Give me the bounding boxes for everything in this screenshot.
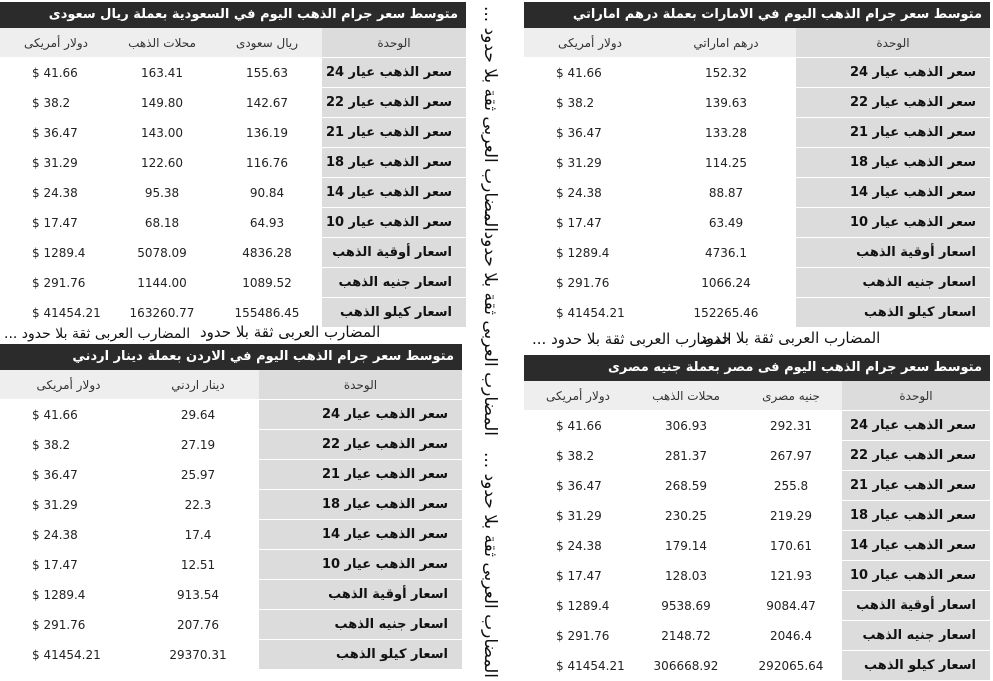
uae-usd-cell: $ 31.29 xyxy=(524,148,656,178)
saudi-price-cell: 155.63 xyxy=(212,58,322,88)
jordan-usd-cell: $ 24.38 xyxy=(0,520,137,550)
watermark-right-1: المضارب العربى ثقة بلا حدود xyxy=(700,329,881,347)
uae-usd-cell: $ 24.38 xyxy=(524,178,656,208)
saudi-unit-cell: سعر الذهب عيار 22 xyxy=(322,88,466,118)
uae-table-row xyxy=(524,118,990,148)
uae-price-cell: 152265.46 xyxy=(656,298,796,328)
jordan-usd-cell: $ 17.47 xyxy=(0,550,137,580)
uae-unit-cell: اسعار كيلو الذهب xyxy=(796,298,990,328)
uae-panel-title: متوسط سعر جرام الذهب اليوم في الامارات بعملة درهم اماراتي xyxy=(524,2,990,28)
uae-price-cell: 133.28 xyxy=(656,118,796,148)
jordan-usd-cell: $ 36.47 xyxy=(0,460,137,490)
saudi-price-cell: 64.93 xyxy=(212,208,322,238)
jordan-unit-cell: سعر الذهب عيار 21 xyxy=(259,460,462,490)
uae-usd-cell: $ 38.2 xyxy=(524,88,656,118)
jordan-table-row xyxy=(0,460,462,490)
uae-price-cell: 63.49 xyxy=(656,208,796,238)
jordan-usd-cell: $ 41.66 xyxy=(0,400,137,430)
egypt-usd-cell: $ 17.47 xyxy=(524,561,632,591)
jordan-table-row xyxy=(0,550,462,580)
uae-column-header: دولار أمريكى xyxy=(524,28,656,58)
saudi-unit-cell: سعر الذهب عيار 24 xyxy=(322,58,466,88)
uae-usd-cell: $ 41454.21 xyxy=(524,298,656,328)
egypt-price-cell: 268.59 xyxy=(632,471,740,501)
egypt-price-cell: 255.8 xyxy=(740,471,842,501)
uae-header-row xyxy=(524,28,990,58)
saudi-gold-panel xyxy=(0,2,466,328)
jordan-unit-cell: سعر الذهب عيار 18 xyxy=(259,490,462,520)
watermark-vertical-mid: المضارب العربى ثقة بلا حدود ... xyxy=(480,210,500,437)
jordan-unit-cell: سعر الذهب عيار 22 xyxy=(259,430,462,460)
jordan-price-cell: 17.4 xyxy=(137,520,259,550)
egypt-unit-cell: سعر الذهب عيار 14 xyxy=(842,531,990,561)
watermark-vertical-top: المضارب العربى ثقة بلا حدود ... xyxy=(480,6,500,233)
jordan-table-row xyxy=(0,430,462,460)
saudi-usd-cell: $ 31.29 xyxy=(0,148,112,178)
jordan-price-cell: 207.76 xyxy=(137,610,259,640)
saudi-table-row xyxy=(0,58,466,88)
jordan-usd-cell: $ 291.76 xyxy=(0,610,137,640)
saudi-unit-cell: سعر الذهب عيار 10 xyxy=(322,208,466,238)
uae-table-row xyxy=(524,88,990,118)
saudi-price-cell: 163.41 xyxy=(112,58,212,88)
jordan-table-row xyxy=(0,610,462,640)
egypt-column-header: محلات الذهب xyxy=(632,381,740,411)
uae-table-row xyxy=(524,268,990,298)
jordan-gold-panel xyxy=(0,344,462,670)
egypt-price-cell: 267.97 xyxy=(740,441,842,471)
egypt-price-cell: 170.61 xyxy=(740,531,842,561)
jordan-column-header: دولار أمريكى xyxy=(0,370,137,400)
saudi-usd-cell: $ 1289.4 xyxy=(0,238,112,268)
uae-price-cell: 139.63 xyxy=(656,88,796,118)
uae-usd-cell: $ 1289.4 xyxy=(524,238,656,268)
uae-column-header: الوحدة xyxy=(796,28,990,58)
egypt-column-header: جنيه مصرى xyxy=(740,381,842,411)
egypt-table-row xyxy=(524,471,990,501)
uae-unit-cell: سعر الذهب عيار 21 xyxy=(796,118,990,148)
watermark-middle-left: المضارب العربى ثقة بلا حدود xyxy=(200,323,381,341)
egypt-usd-cell: $ 24.38 xyxy=(524,531,632,561)
jordan-table-row xyxy=(0,520,462,550)
egypt-unit-cell: سعر الذهب عيار 10 xyxy=(842,561,990,591)
uae-unit-cell: سعر الذهب عيار 22 xyxy=(796,88,990,118)
jordan-usd-cell: $ 41454.21 xyxy=(0,640,137,670)
uae-unit-cell: اسعار أوقية الذهب xyxy=(796,238,990,268)
jordan-column-header: دينار اردني xyxy=(137,370,259,400)
egypt-unit-cell: سعر الذهب عيار 18 xyxy=(842,501,990,531)
watermark-top-left: المضارب العربى ثقة بلا حدود ... xyxy=(4,326,191,342)
saudi-usd-cell: $ 17.47 xyxy=(0,208,112,238)
jordan-unit-cell: اسعار جنيه الذهب xyxy=(259,610,462,640)
jordan-price-cell: 22.3 xyxy=(137,490,259,520)
egypt-table-row xyxy=(524,651,990,681)
egypt-unit-cell: سعر الذهب عيار 21 xyxy=(842,471,990,501)
saudi-column-header: ريال سعودى xyxy=(212,28,322,58)
uae-price-cell: 4736.1 xyxy=(656,238,796,268)
saudi-usd-cell: $ 24.38 xyxy=(0,178,112,208)
uae-usd-cell: $ 17.47 xyxy=(524,208,656,238)
egypt-price-cell: 2046.4 xyxy=(740,621,842,651)
saudi-unit-cell: اسعار كيلو الذهب xyxy=(322,298,466,328)
egypt-gold-panel xyxy=(524,355,990,681)
egypt-unit-cell: اسعار كيلو الذهب xyxy=(842,651,990,681)
saudi-price-cell: 68.18 xyxy=(112,208,212,238)
saudi-table-row xyxy=(0,238,466,268)
egypt-usd-cell: $ 31.29 xyxy=(524,501,632,531)
jordan-price-cell: 29370.31 xyxy=(137,640,259,670)
uae-table-row xyxy=(524,238,990,268)
uae-usd-cell: $ 41.66 xyxy=(524,58,656,88)
saudi-price-cell: 143.00 xyxy=(112,118,212,148)
jordan-panel-title: متوسط سعر جرام الذهب اليوم في الاردن بعملة دينار اردني xyxy=(0,344,462,370)
saudi-unit-cell: سعر الذهب عيار 14 xyxy=(322,178,466,208)
watermark-right-2: المضارب العربى ثقة بلا حدود ... xyxy=(532,330,732,348)
jordan-unit-cell: اسعار أوقية الذهب xyxy=(259,580,462,610)
egypt-usd-cell: $ 41.66 xyxy=(524,411,632,441)
jordan-usd-cell: $ 38.2 xyxy=(0,430,137,460)
egypt-price-cell: 292065.64 xyxy=(740,651,842,681)
egypt-price-cell: 2148.72 xyxy=(632,621,740,651)
egypt-usd-cell: $ 36.47 xyxy=(524,471,632,501)
saudi-unit-cell: اسعار أوقية الذهب xyxy=(322,238,466,268)
uae-price-cell: 152.32 xyxy=(656,58,796,88)
jordan-table-row xyxy=(0,640,462,670)
saudi-unit-cell: سعر الذهب عيار 18 xyxy=(322,148,466,178)
jordan-usd-cell: $ 1289.4 xyxy=(0,580,137,610)
uae-unit-cell: سعر الذهب عيار 18 xyxy=(796,148,990,178)
saudi-price-cell: 163260.77 xyxy=(112,298,212,328)
jordan-usd-cell: $ 31.29 xyxy=(0,490,137,520)
jordan-column-header: الوحدة xyxy=(259,370,462,400)
uae-usd-cell: $ 36.47 xyxy=(524,118,656,148)
egypt-unit-cell: سعر الذهب عيار 24 xyxy=(842,411,990,441)
egypt-price-cell: 179.14 xyxy=(632,531,740,561)
egypt-table-row xyxy=(524,531,990,561)
egypt-price-cell: 292.31 xyxy=(740,411,842,441)
saudi-price-cell: 90.84 xyxy=(212,178,322,208)
egypt-table-row xyxy=(524,411,990,441)
jordan-table-row xyxy=(0,490,462,520)
uae-table-row xyxy=(524,148,990,178)
egypt-price-cell: 9538.69 xyxy=(632,591,740,621)
saudi-header-row xyxy=(0,28,466,58)
saudi-price-cell: 122.60 xyxy=(112,148,212,178)
jordan-price-cell: 12.51 xyxy=(137,550,259,580)
egypt-header-row xyxy=(524,381,990,411)
egypt-column-header: الوحدة xyxy=(842,381,990,411)
jordan-price-cell: 29.64 xyxy=(137,400,259,430)
egypt-price-cell: 306.93 xyxy=(632,411,740,441)
saudi-table-row xyxy=(0,268,466,298)
jordan-unit-cell: سعر الذهب عيار 24 xyxy=(259,400,462,430)
jordan-table-row xyxy=(0,580,462,610)
egypt-price-cell: 219.29 xyxy=(740,501,842,531)
saudi-table-row xyxy=(0,148,466,178)
uae-unit-cell: سعر الذهب عيار 10 xyxy=(796,208,990,238)
jordan-price-table xyxy=(0,370,462,670)
saudi-price-table xyxy=(0,28,466,328)
egypt-unit-cell: سعر الذهب عيار 22 xyxy=(842,441,990,471)
jordan-unit-cell: اسعار كيلو الذهب xyxy=(259,640,462,670)
uae-price-cell: 88.87 xyxy=(656,178,796,208)
saudi-price-cell: 142.67 xyxy=(212,88,322,118)
egypt-unit-cell: اسعار أوقية الذهب xyxy=(842,591,990,621)
saudi-column-header: محلات الذهب xyxy=(112,28,212,58)
saudi-price-cell: 1144.00 xyxy=(112,268,212,298)
uae-price-cell: 1066.24 xyxy=(656,268,796,298)
jordan-price-cell: 25.97 xyxy=(137,460,259,490)
jordan-price-cell: 27.19 xyxy=(137,430,259,460)
saudi-table-row xyxy=(0,178,466,208)
egypt-price-cell: 306668.92 xyxy=(632,651,740,681)
egypt-usd-cell: $ 41454.21 xyxy=(524,651,632,681)
uae-column-header: درهم اماراتي xyxy=(656,28,796,58)
jordan-unit-cell: سعر الذهب عيار 10 xyxy=(259,550,462,580)
saudi-price-cell: 149.80 xyxy=(112,88,212,118)
saudi-price-cell: 5078.09 xyxy=(112,238,212,268)
uae-gold-panel xyxy=(524,2,990,328)
uae-table-row xyxy=(524,208,990,238)
egypt-panel-title: متوسط سعر جرام الذهب اليوم فى مصر بعملة جنيه مصرى xyxy=(524,355,990,381)
saudi-unit-cell: اسعار جنيه الذهب xyxy=(322,268,466,298)
egypt-column-header: دولار أمريكى xyxy=(524,381,632,411)
uae-price-cell: 114.25 xyxy=(656,148,796,178)
egypt-table-row xyxy=(524,621,990,651)
egypt-price-cell: 281.37 xyxy=(632,441,740,471)
saudi-usd-cell: $ 38.2 xyxy=(0,88,112,118)
egypt-table-row xyxy=(524,501,990,531)
jordan-table-row xyxy=(0,400,462,430)
egypt-price-cell: 128.03 xyxy=(632,561,740,591)
uae-unit-cell: اسعار جنيه الذهب xyxy=(796,268,990,298)
uae-unit-cell: سعر الذهب عيار 14 xyxy=(796,178,990,208)
saudi-table-row xyxy=(0,208,466,238)
egypt-usd-cell: $ 1289.4 xyxy=(524,591,632,621)
egypt-usd-cell: $ 38.2 xyxy=(524,441,632,471)
saudi-table-row xyxy=(0,118,466,148)
uae-table-row xyxy=(524,298,990,328)
egypt-usd-cell: $ 291.76 xyxy=(524,621,632,651)
uae-unit-cell: سعر الذهب عيار 24 xyxy=(796,58,990,88)
jordan-price-cell: 913.54 xyxy=(137,580,259,610)
egypt-table-row xyxy=(524,561,990,591)
saudi-price-cell: 116.76 xyxy=(212,148,322,178)
uae-usd-cell: $ 291.76 xyxy=(524,268,656,298)
egypt-unit-cell: اسعار جنيه الذهب xyxy=(842,621,990,651)
egypt-price-cell: 230.25 xyxy=(632,501,740,531)
saudi-panel-title: متوسط سعر جرام الذهب اليوم في السعودية بعملة ريال سعودى xyxy=(0,2,466,28)
saudi-usd-cell: $ 291.76 xyxy=(0,268,112,298)
jordan-unit-cell: سعر الذهب عيار 14 xyxy=(259,520,462,550)
egypt-table-row xyxy=(524,441,990,471)
watermark-vertical-bottom: المضارب العربى ثقة بلا حدود ... xyxy=(480,452,500,679)
saudi-price-cell: 95.38 xyxy=(112,178,212,208)
egypt-price-cell: 9084.47 xyxy=(740,591,842,621)
saudi-price-cell: 1089.52 xyxy=(212,268,322,298)
jordan-header-row xyxy=(0,370,462,400)
uae-table-row xyxy=(524,178,990,208)
saudi-usd-cell: $ 41.66 xyxy=(0,58,112,88)
saudi-usd-cell: $ 41454.21 xyxy=(0,298,112,328)
saudi-table-row xyxy=(0,88,466,118)
uae-price-table xyxy=(524,28,990,328)
egypt-price-table xyxy=(524,381,990,681)
saudi-usd-cell: $ 36.47 xyxy=(0,118,112,148)
saudi-unit-cell: سعر الذهب عيار 21 xyxy=(322,118,466,148)
saudi-column-header: الوحدة xyxy=(322,28,466,58)
saudi-price-cell: 155486.45 xyxy=(212,298,322,328)
saudi-price-cell: 4836.28 xyxy=(212,238,322,268)
saudi-column-header: دولار أمريكى xyxy=(0,28,112,58)
uae-table-row xyxy=(524,58,990,88)
saudi-price-cell: 136.19 xyxy=(212,118,322,148)
egypt-table-row xyxy=(524,591,990,621)
egypt-price-cell: 121.93 xyxy=(740,561,842,591)
